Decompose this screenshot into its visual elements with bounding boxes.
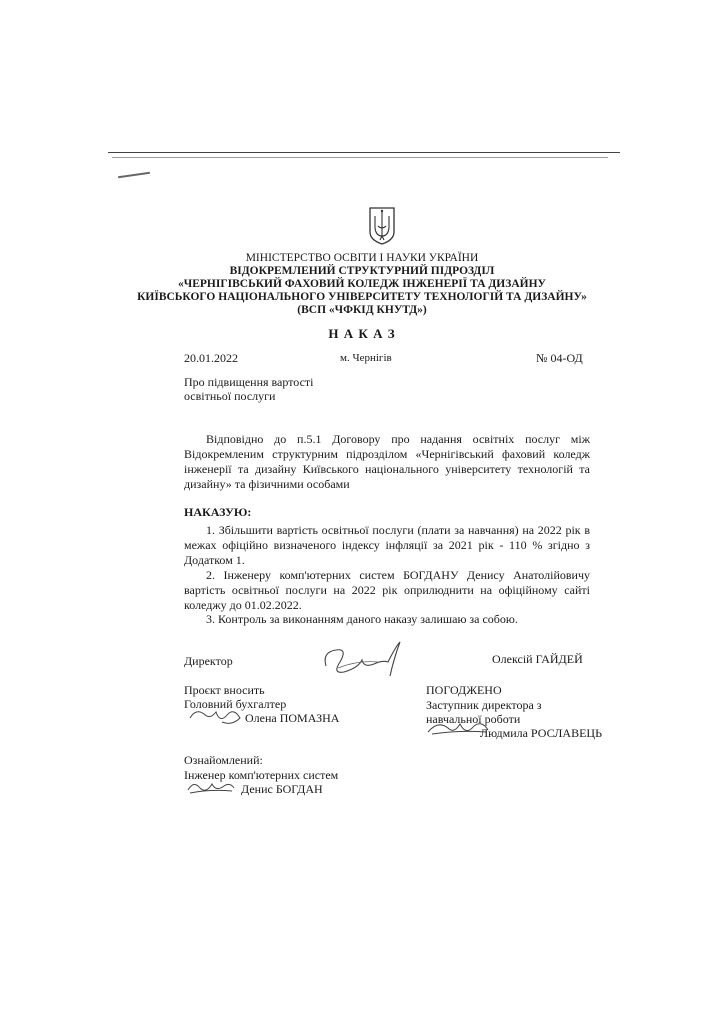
approved-name: Людмила РОСЛАВЕЦЬ bbox=[480, 726, 602, 740]
subject-line: освітньої послуги bbox=[184, 389, 276, 403]
acquainted-title: Інженер комп'ютерних систем bbox=[184, 768, 339, 782]
preamble-paragraph: Відповідно до п.5.1 Договору про надання освітніх послуг між Відокремленим структурним підрозділом «Чернігівський фаховий коледж інженерії та дизайну Київського національного університету технологій та дизайну» та фізичними особами bbox=[184, 432, 590, 491]
coat-of-arms-icon bbox=[368, 206, 396, 246]
ministry-name: МІНІСТЕРСТВО ОСВІТИ І НАУКИ УКРАЇНИ bbox=[245, 252, 479, 264]
subject-line: Про підвищення вартості bbox=[184, 375, 314, 389]
accountant-signature bbox=[186, 704, 250, 730]
approved-title: Заступник директора з bbox=[426, 698, 542, 712]
institution-line: ВІДОКРЕМЛЕНИЙ СТРУКТУРНИЙ ПІДРОЗДІЛ bbox=[229, 265, 495, 277]
scan-artifact-line bbox=[108, 152, 620, 153]
document-number: № 04-ОД bbox=[536, 351, 583, 365]
submitted-title: Головний бухгалтер bbox=[184, 697, 287, 711]
institution-line: КИЇВСЬКОГО НАЦІОНАЛЬНОГО УНІВЕРСИТЕТУ ТЕХНОЛОГІЙ ТА ДИЗАЙНУ» bbox=[137, 291, 587, 303]
acquainted-name: Денис БОГДАН bbox=[241, 782, 323, 796]
approved-label: ПОГОДЖЕНО bbox=[426, 683, 502, 697]
document-type: Н А К А З bbox=[328, 326, 396, 341]
document-date: 20.01.2022 bbox=[184, 351, 238, 365]
order-word: НАКАЗУЮ: bbox=[184, 505, 252, 519]
acquainted-label: Ознайомлений: bbox=[184, 753, 263, 767]
submitted-name: Олена ПОМАЗНА bbox=[245, 711, 340, 725]
order-item: 2. Інженеру комп'ютерних систем БОГДАНУ Денису Анатолійовичу вартість освітньої послуги на 2022 рік оприлюднити на офіційному сайті коледжу до 01.02.2022. bbox=[184, 568, 590, 612]
approved-title: навчальної роботи bbox=[426, 712, 521, 726]
submitted-label: Проєкт вносить bbox=[184, 683, 265, 697]
institution-line: «ЧЕРНІГІВСЬКИЙ ФАХОВИЙ КОЛЕДЖ ІНЖЕНЕРІЇ ТА ДИЗАЙНУ bbox=[178, 278, 546, 290]
institution-abbr: (ВСП «ЧФКІД КНУТД») bbox=[297, 304, 427, 316]
director-title: Директор bbox=[184, 654, 233, 668]
director-signature bbox=[318, 638, 408, 682]
document-city: м. Чернігів bbox=[340, 352, 392, 364]
director-name: Олексій ГАЙДЕЙ bbox=[492, 652, 583, 666]
order-item: 1. Збільшити вартість освітньої послуги (плати за навчання) на 2022 рік в межах офіційно визначеного індексу інфляції за 2021 рік - 110 % згідно з Додатком 1. bbox=[184, 523, 590, 567]
engineer-signature bbox=[184, 776, 238, 798]
order-item: 3. Контроль за виконанням даного наказу залишаю за собою. bbox=[206, 612, 518, 626]
scan-artifact-line bbox=[112, 157, 608, 158]
scan-artifact-line bbox=[118, 172, 150, 178]
